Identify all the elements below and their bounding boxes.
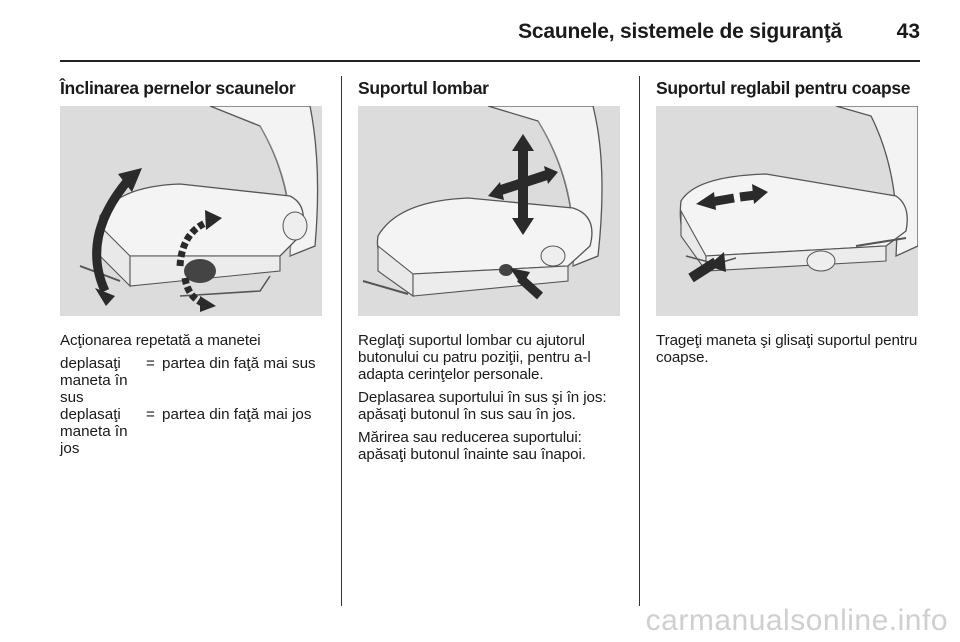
paragraph: Deplasarea suportului în sus şi în jos: apăsaţi butonul în sus sau în jos. xyxy=(358,389,607,423)
thigh-support-illustration xyxy=(656,106,918,316)
column-divider xyxy=(639,76,640,606)
column-seat-tilt xyxy=(60,76,322,457)
definition-row xyxy=(60,355,322,406)
heading-thigh-support: Suportul reglabil pentru coapse xyxy=(656,78,911,98)
heading-lumbar-support: Suportul lombar xyxy=(358,78,489,98)
column-lumbar-support xyxy=(358,76,620,463)
definition-term: deplasaţi maneta în sus xyxy=(60,355,128,406)
definition-term: deplasaţi maneta în jos xyxy=(60,406,128,457)
definition-description: partea din faţă mai sus xyxy=(162,355,316,372)
definition-table xyxy=(60,355,322,457)
paragraph: Reglaţi suportul lombar cu ajutorul butonului cu patru poziţii, pentru a-l adapta cerinţelor personale. xyxy=(358,332,591,383)
definition-row xyxy=(60,406,322,457)
paragraph: Mărirea sau reducerea suportului: apăsaţi butonul înainte sau înapoi. xyxy=(358,429,586,463)
definition-description: partea din faţă mai jos xyxy=(162,406,312,423)
definition-equals: = xyxy=(146,406,155,423)
watermark: carmanualsonline.info xyxy=(645,604,948,637)
heading-seat-tilt: Înclinarea pernelor scaunelor xyxy=(60,78,296,98)
seat-cushion-tilt-illustration xyxy=(60,106,322,316)
definition-equals: = xyxy=(146,355,155,372)
page-header xyxy=(0,20,960,50)
column-divider xyxy=(341,76,342,606)
page-number: 43 xyxy=(896,20,920,43)
column-thigh-support xyxy=(656,76,918,366)
caption-lever: Acţionarea repetată a manetei xyxy=(60,332,261,349)
section-title: Scaunele, sistemele de siguranţă xyxy=(518,20,842,43)
paragraph: Trageţi maneta şi glisaţi suportul pentru coapse. xyxy=(656,332,918,366)
lumbar-support-illustration xyxy=(358,106,620,316)
header-rule xyxy=(60,60,920,62)
